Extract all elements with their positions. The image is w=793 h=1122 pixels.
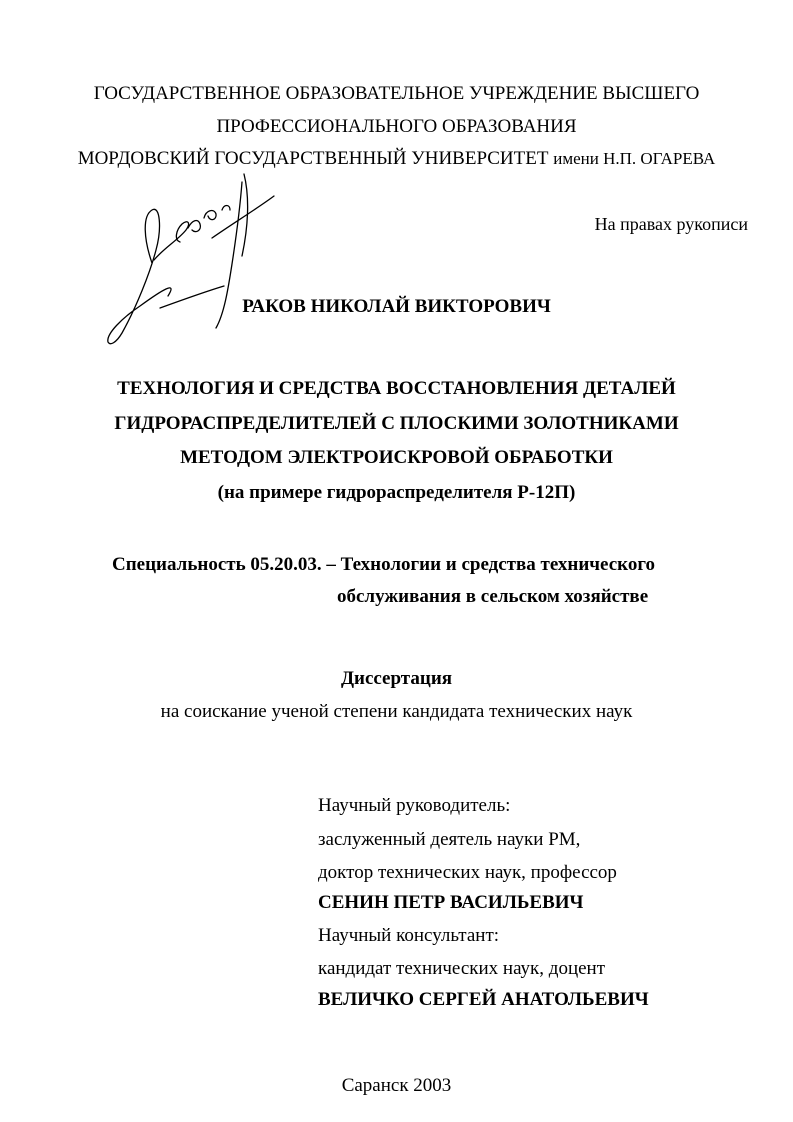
specialty-line-2: обслуживания в сельском хозяйстве [337,586,649,607]
author-signature [92,168,282,353]
dissertation-purpose: на соискание ученой степени кандидата технических наук [160,701,633,722]
supervisor-title-1: заслуженный деятель науки РМ, [318,829,581,850]
consultant-title-1: кандидат технических наук, доцент [318,958,606,979]
supervisor-role: Научный руководитель: [318,795,511,816]
author-name: РАКОВ НИКОЛАЙ ВИКТОРОВИЧ [242,296,551,317]
supervisor-name: СЕНИН ПЕТР ВАСИЛЬЕВИЧ [318,892,584,913]
header-line-2: ПРОФЕССИОНАЛЬНОГО ОБРАЗОВАНИЯ [216,116,577,137]
consultant-name: ВЕЛИЧКО СЕРГЕЙ АНАТОЛЬЕВИЧ [318,989,649,1010]
manuscript-note: На правах рукописи [594,214,748,234]
dissertation-label: Диссертация [340,668,453,689]
header-line-1: ГОСУДАРСТВЕННОЕ ОБРАЗОВАТЕЛЬНОЕ УЧРЕЖДЕНИЕ ВЫСШЕГО [93,83,700,104]
supervisor-title-2: доктор технических наук, профессор [318,862,617,883]
place-year: Саранск 2003 [341,1075,452,1096]
title-line-2: ГИДРОРАСПРЕДЕЛИТЕЛЕЙ С ПЛОСКИМИ ЗОЛОТНИКАМИ [114,413,679,434]
consultant-role: Научный консультант: [318,925,500,946]
university-name: МОРДОВСКИЙ ГОСУДАРСТВЕННЫЙ УНИВЕРСИТЕТ [77,148,549,169]
university-named-after: имени Н.П. ОГАРЕВА [553,149,716,168]
title-line-1: ТЕХНОЛОГИЯ И СРЕДСТВА ВОССТАНОВЛЕНИЯ ДЕТАЛЕЙ [117,378,676,399]
title-subtitle: (на примере гидрораспределителя Р-12П) [217,482,576,503]
header-line-3 [0,148,793,170]
title-line-3: МЕТОДОМ ЭЛЕКТРОИСКРОВОЙ ОБРАБОТКИ [180,447,613,468]
specialty-line-1: Специальность 05.20.03. – Технологии и средства технического [112,554,655,575]
